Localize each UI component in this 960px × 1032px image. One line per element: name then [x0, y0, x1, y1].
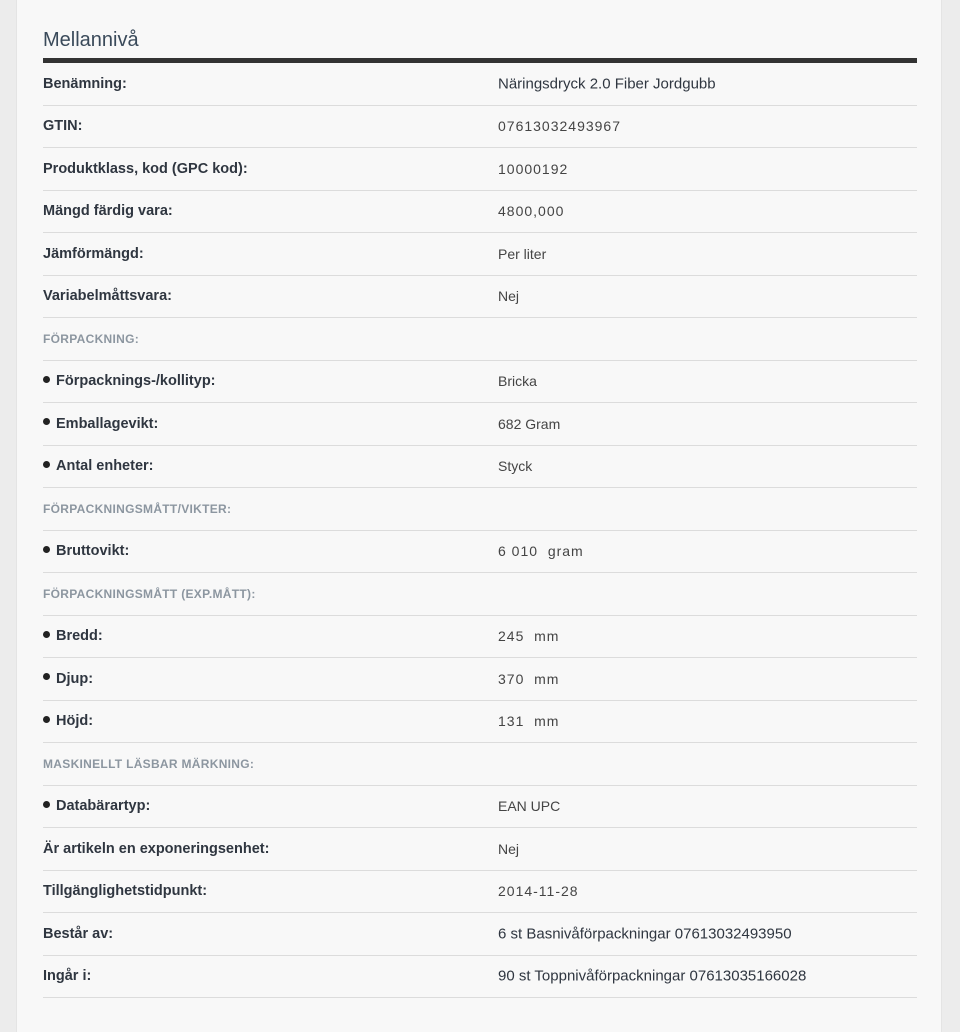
- row-label: [43, 458, 154, 474]
- row-value: Nej: [498, 840, 520, 857]
- section-maskinellt-lasbar-markning: [43, 743, 917, 786]
- row-value: 4800,000: [498, 203, 565, 220]
- row-label: [43, 543, 129, 559]
- row-label: [43, 671, 93, 687]
- row-value: 2014-11-28: [498, 883, 579, 900]
- bullet-icon: [43, 376, 50, 383]
- section-heading: FÖRPACKNING:: [43, 331, 140, 346]
- row-value: 131 mm: [498, 713, 560, 730]
- bullet-icon: [43, 546, 50, 553]
- row-label: GTIN:: [43, 118, 83, 135]
- row-value: 10000192: [498, 160, 569, 177]
- row-label: Är artikeln en exponeringsenhet:: [43, 840, 270, 857]
- section-heading: MASKINELLT LÄSBAR MÄRKNING:: [43, 756, 255, 771]
- row-label: Mängd färdig vara:: [43, 203, 173, 220]
- bullet-icon: [43, 801, 50, 808]
- row-label: [43, 628, 103, 644]
- row-label: Tillgänglighetstidpunkt:: [43, 883, 208, 900]
- bullet-icon: [43, 673, 50, 680]
- row-label-text: Bredd:: [56, 628, 103, 645]
- row-mangd-fardig-vara: [43, 191, 917, 234]
- row-value: 682 Gram: [498, 415, 561, 432]
- row-value: Näringsdryck 2.0 Fiber Jordgubb: [498, 75, 716, 93]
- row-value: 6 st Basnivåförpackningar 07613032493950: [498, 925, 792, 943]
- row-jamformangd: [43, 233, 917, 276]
- row-label: [43, 373, 216, 389]
- row-databarartyp: [43, 786, 917, 829]
- row-label-text: Databärartyp:: [56, 798, 151, 815]
- row-label: [43, 798, 150, 814]
- row-label: Jämförmängd:: [43, 245, 144, 262]
- section-forpackningsmatt-exp: [43, 573, 917, 616]
- row-label-text: Djup:: [56, 670, 94, 687]
- row-label: Ingår i:: [43, 968, 92, 985]
- product-details-card: [16, 0, 942, 1032]
- row-label-text: Antal enheter:: [56, 458, 154, 475]
- row-label: Variabelmåttsvara:: [43, 288, 172, 305]
- row-emballagevikt: [43, 403, 917, 446]
- row-ingar-i: [43, 956, 917, 999]
- page-title: Mellannivå: [43, 29, 139, 51]
- row-antal-enheter: [43, 446, 917, 489]
- row-label: [43, 713, 93, 729]
- row-exponeringsenhet: [43, 828, 917, 871]
- row-label: Produktklass, kod (GPC kod):: [43, 160, 248, 177]
- row-forpackningstyp: [43, 361, 917, 404]
- row-value: 6 010 gram: [498, 543, 584, 560]
- row-label-text: Bruttovikt:: [56, 543, 130, 560]
- row-value: 07613032493967: [498, 118, 622, 135]
- row-value: Bricka: [498, 373, 537, 390]
- row-djup: [43, 658, 917, 701]
- row-gtin: [43, 106, 917, 149]
- row-bestar-av: [43, 913, 917, 956]
- bullet-icon: [43, 461, 50, 468]
- section-forpackningsmatt-vikter: [43, 488, 917, 531]
- row-label: [43, 416, 158, 432]
- row-bruttovikt: [43, 531, 917, 574]
- details-table: [43, 63, 917, 998]
- bullet-icon: [43, 418, 50, 425]
- row-value: EAN UPC: [498, 798, 561, 815]
- row-label-text: Förpacknings-/kollityp:: [56, 373, 216, 390]
- row-bredd: [43, 616, 917, 659]
- row-benamning: [43, 63, 917, 106]
- row-value: 370 mm: [498, 670, 560, 687]
- row-label: Benämning:: [43, 75, 127, 92]
- section-heading: FÖRPACKNINGSMÅTT (EXP.MÅTT):: [43, 586, 256, 601]
- row-value: Styck: [498, 458, 533, 475]
- row-hojd: [43, 701, 917, 744]
- bullet-icon: [43, 631, 50, 638]
- row-value: Nej: [498, 288, 520, 305]
- row-variabelmattsvara: [43, 276, 917, 319]
- row-value: Per liter: [498, 245, 547, 262]
- section-forpackning: [43, 318, 917, 361]
- row-tillganglighetstidpunkt: [43, 871, 917, 914]
- section-heading: FÖRPACKNINGSMÅTT/VIKTER:: [43, 501, 232, 516]
- bullet-icon: [43, 716, 50, 723]
- row-label-text: Emballagevikt:: [56, 415, 159, 432]
- row-label: Består av:: [43, 925, 114, 942]
- row-value: 90 st Toppnivåförpackningar 07613035166028: [498, 967, 807, 985]
- row-gpc-kod: [43, 148, 917, 191]
- row-value: 245 mm: [498, 628, 560, 645]
- row-label-text: Höjd:: [56, 713, 94, 730]
